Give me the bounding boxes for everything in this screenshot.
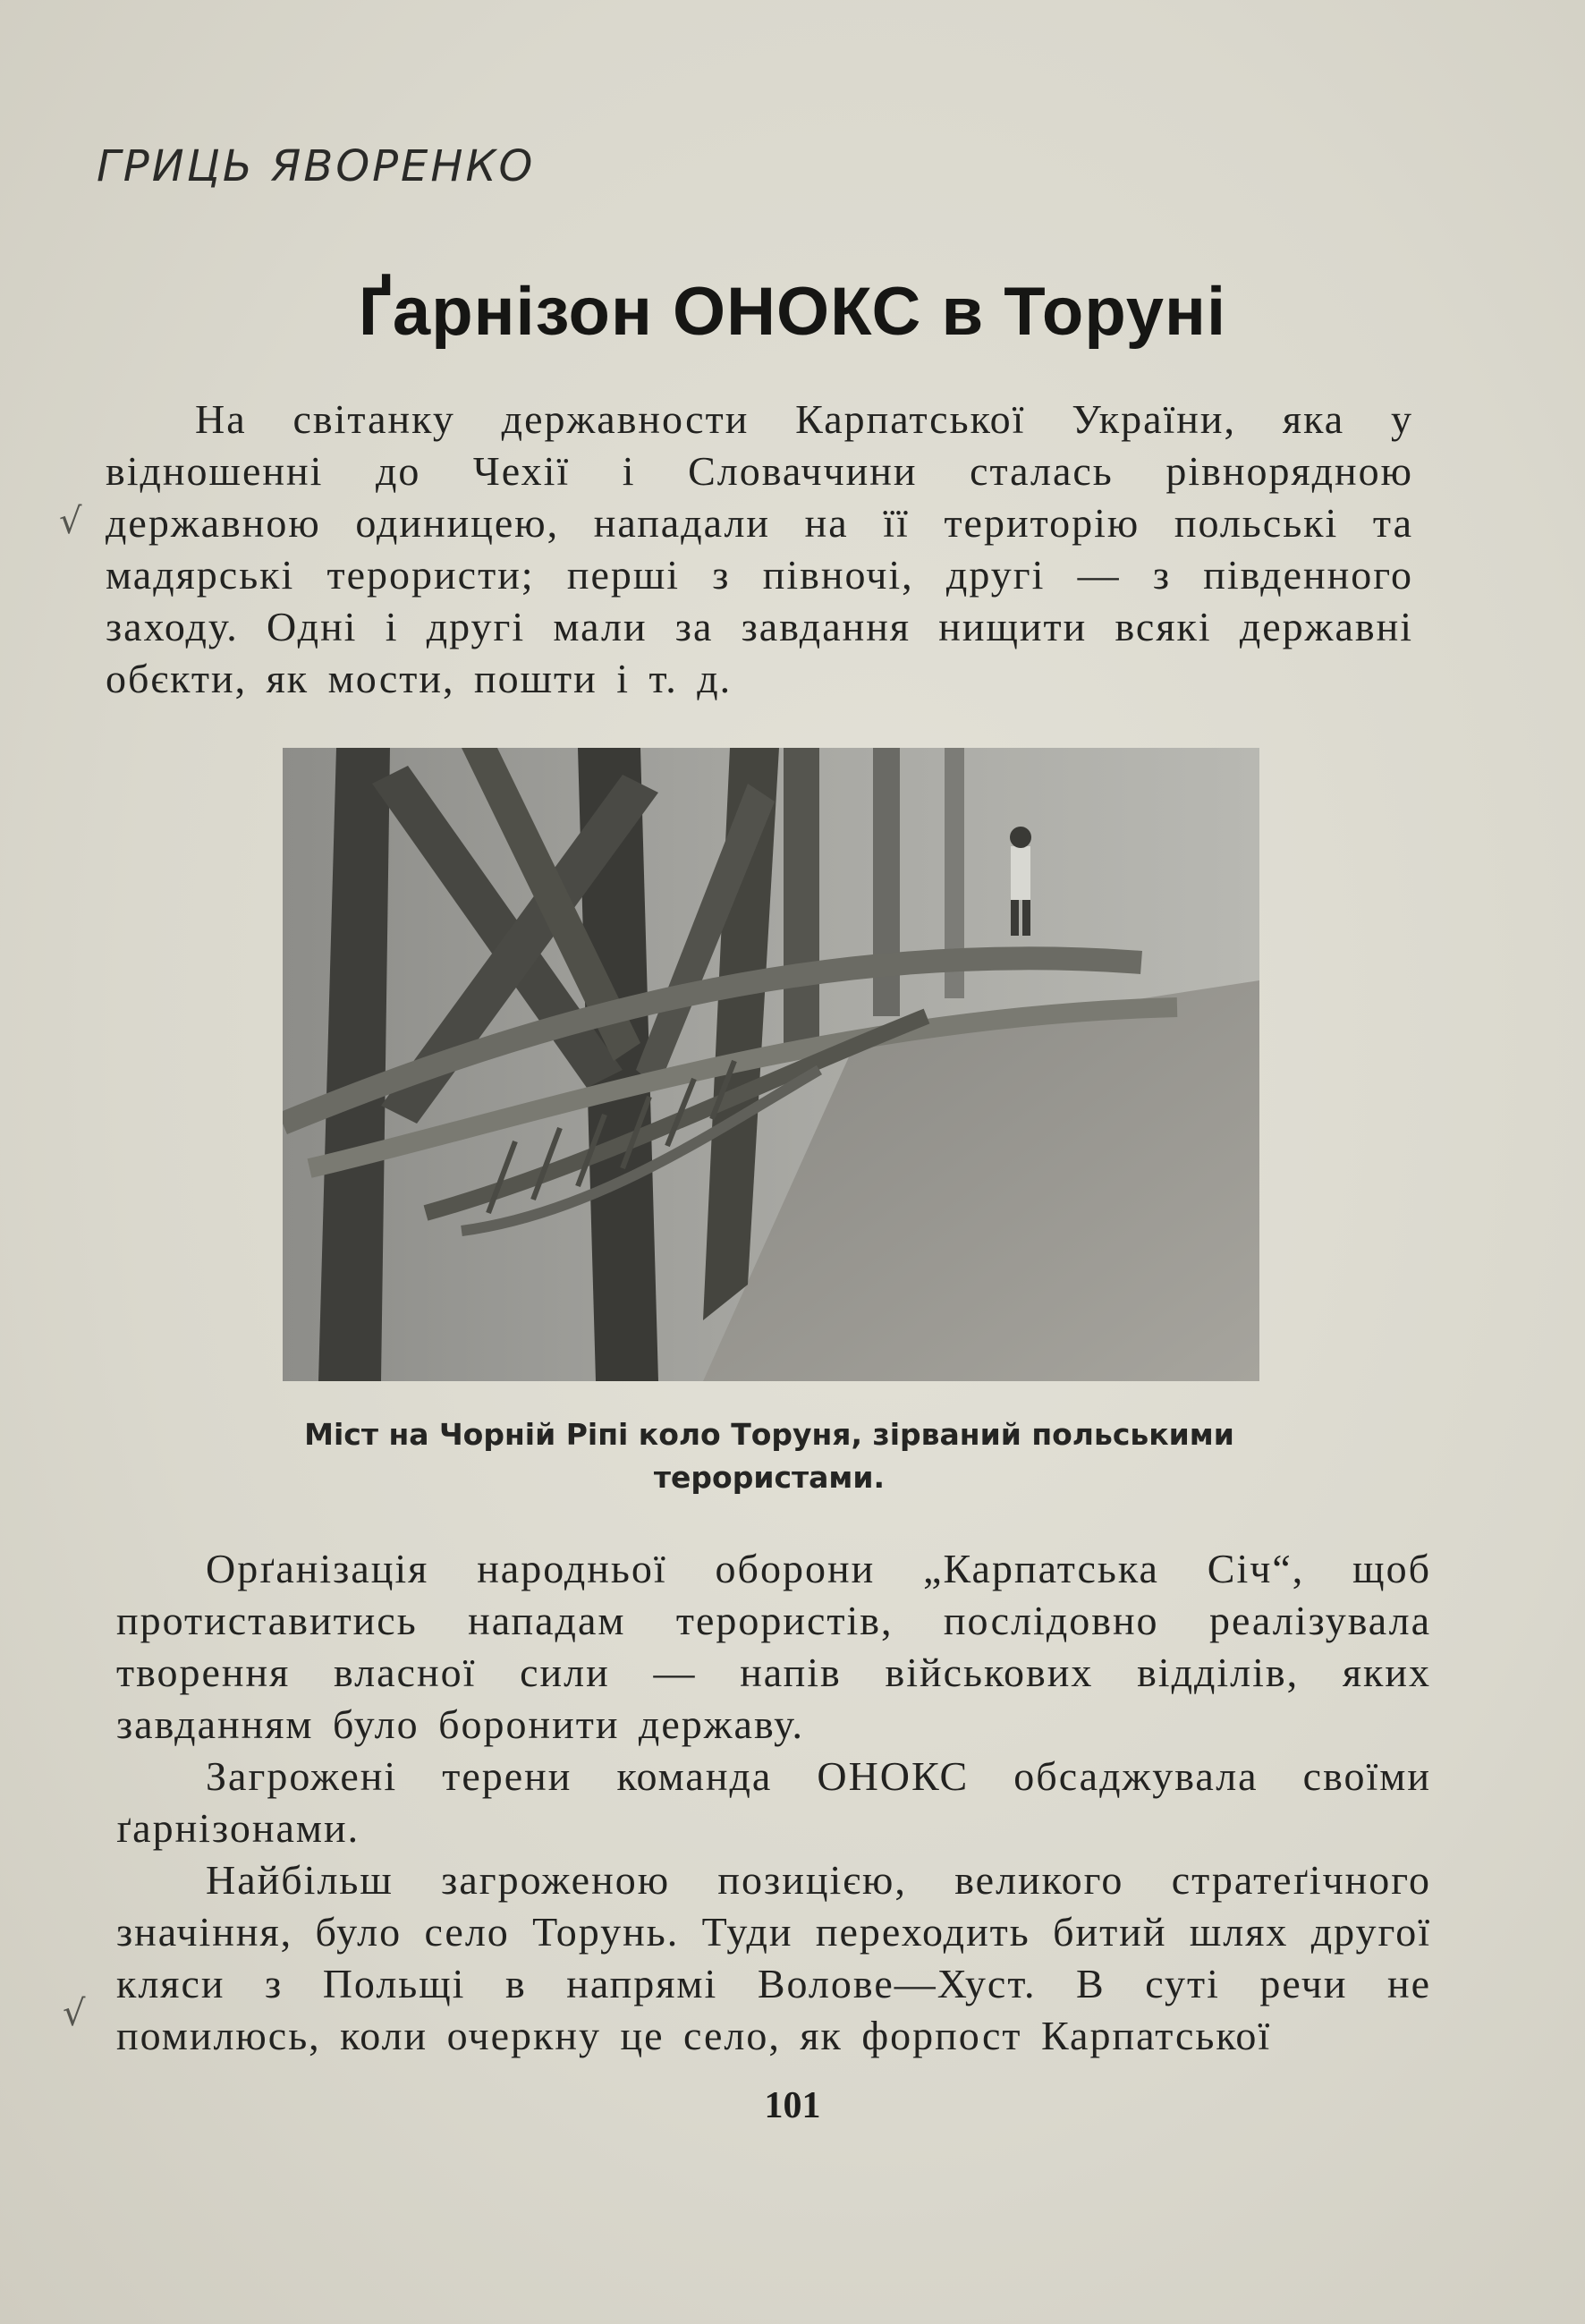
article-title: Ґарнізон ОНОКС в Торуні [358,274,1227,350]
paragraph-garrisons: Загрожені терени команда ОНОКС обсаджувала своїми ґарнізонами. [116,1753,1431,1851]
photo-caption [250,1413,1288,1499]
bridge-photo [283,748,1259,1381]
paragraph-torun: Найбільш загроженою позицією, великого стратеґічного значіння, було село Торунь. Туди переходить битий шлях другої кляси з Польщі в напрямі Волове—Хуст. В суті речи не помилюсь, коли очеркну це село, як форпост Карпатської [116,1857,1431,2058]
page-number: 101 [764,2085,821,2126]
caption-line-1: Міст на Чорній Ріпі коло Торуня, зірваний польськими [304,1417,1234,1452]
caption-line-2: терористами. [653,1460,886,1495]
intro-paragraph: На світанку державности Карпатської України, яка у відношенні до Чехії і Словаччини сталась рівнорядною державною одиницею, нападали на її територію польські та мадярські терористи; перші з півночі, другі — з південного заходу. Одні і другі мали за завдання нищити всякі державні обєкти, як мости, пошти і т. д. [106,396,1413,701]
paragraph-organization: Орґанізація народньої оборони „Карпатська Січ“, щоб протиставитись нападам терористів, послідовно реалізувала творення власної сили — напів військових відділів, яких завданням було боронити державу. [116,1546,1431,1747]
margin-checkmark: √ [63,1993,86,2034]
margin-checkmark: √ [59,501,82,542]
author-name: ГРИЦЬ ЯВОРЕНКО [97,141,536,191]
destroyed-bridge-illustration [283,748,1259,1381]
